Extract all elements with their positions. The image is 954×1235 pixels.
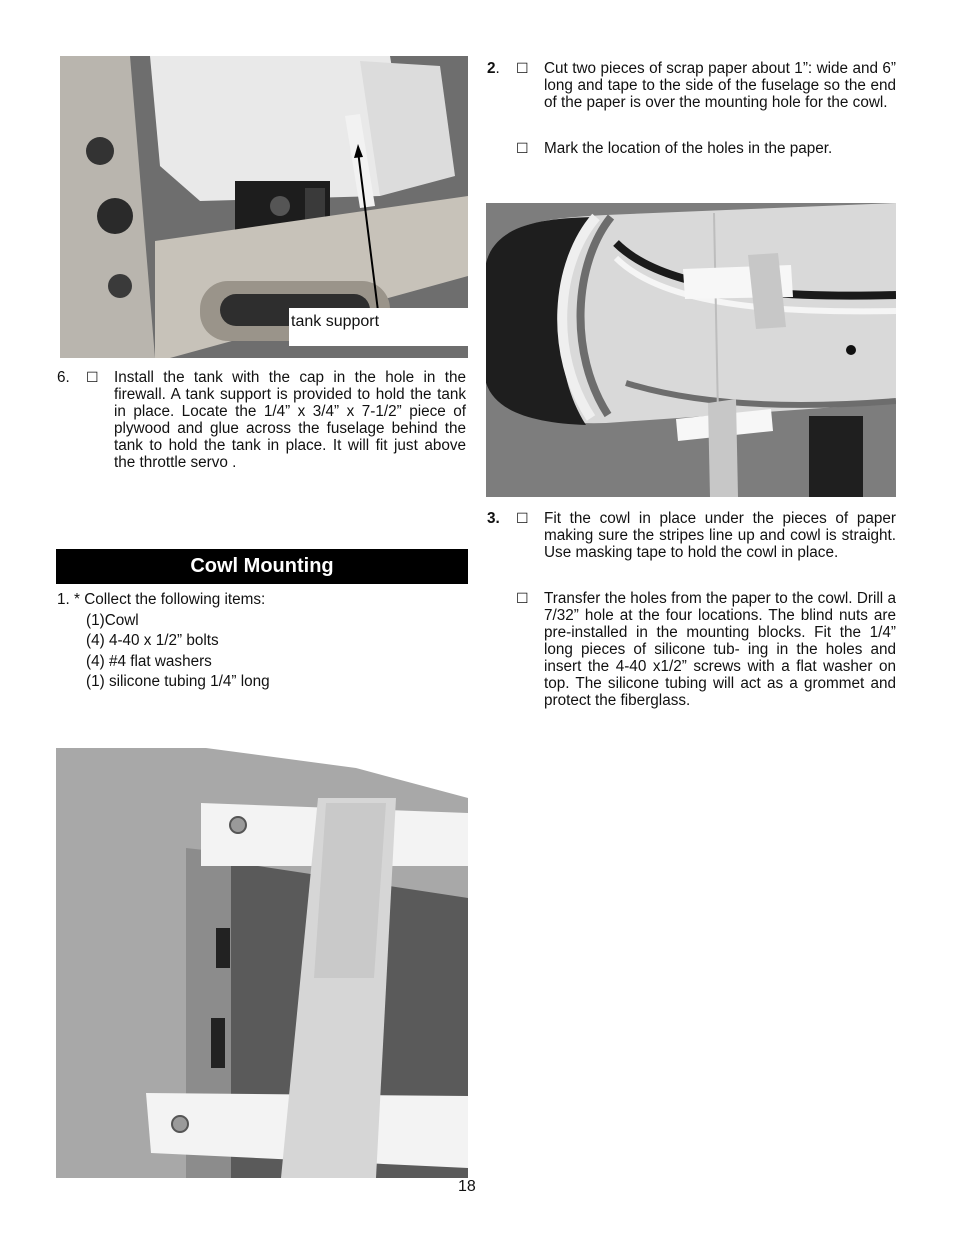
page-number: 18 <box>458 1178 476 1195</box>
step-6 <box>57 369 466 471</box>
section-title: Cowl Mounting <box>56 549 468 584</box>
checkbox-icon: ☐ <box>516 60 529 76</box>
step-6-text: Install the tank with the cap in the hole in the firewall. A tank support is provided to hold the tank in place. Locate the 1/4” x 3/4” x 7-1/2” piece of plywood and glue across the fuselage behind the tank to hold the tank in place. It will fit just above the throttle servo . <box>114 369 466 471</box>
step-2-sub <box>487 140 896 157</box>
step-2-text: Cut two pieces of scrap paper about 1”: wide and 6” long and tape to the side of the fuselage so the end of the paper is over the mounting hole for the cowl. <box>544 60 896 111</box>
step-6-number: 6. <box>57 369 70 386</box>
step-2-number-dot: . <box>495 60 500 77</box>
step-3-sub-text: Transfer the holes from the paper to the cowl. Drill a 7/32” hole at the four locations. The blind nuts are pre-installed in the mounting blocks. Fit the 1/4” long pieces of silicone tub- ing in the holes and insert the 4-40 x1/2” screws with a flat washer on top. The silicone tubing will act as a grommet and protect the fiberglass. <box>544 590 896 709</box>
tank-photo <box>60 56 468 358</box>
list-item: (4) #4 flat washers <box>86 652 212 670</box>
step-3 <box>487 510 896 561</box>
step-3-number: 3. <box>487 510 500 527</box>
step-2-sub-text: Mark the location of the holes in the paper. <box>544 140 833 157</box>
cowl-fuselage-photo-illustration <box>486 203 896 497</box>
list-item: (1) silicone tubing 1/4” long <box>86 673 270 690</box>
cowl-fuselage-photo <box>486 203 896 497</box>
step-2 <box>487 60 896 111</box>
tank-support-callout: tank support <box>289 308 468 346</box>
checkbox-icon: ☐ <box>516 140 529 156</box>
checkbox-icon: ☐ <box>516 590 529 606</box>
paper-tape-photo <box>56 748 468 1178</box>
step-1-list <box>57 590 270 693</box>
list-item: (1)Cowl <box>86 611 139 629</box>
step-3-text: Fit the cowl in place under the pieces of paper making sure the stripes line up and cowl is straight. Use masking tape to hold the cowl in place. <box>544 510 896 561</box>
step-2-number-value: 2 <box>487 60 496 77</box>
step-3-sub <box>487 590 896 709</box>
list-item: (4) 4-40 x 1/2” bolts <box>86 632 219 649</box>
checkbox-icon: ☐ <box>516 510 529 526</box>
step-2-number <box>487 60 500 77</box>
checkbox-icon: ☐ <box>86 369 99 385</box>
step-1-intro: 1. * Collect the following items: <box>57 591 266 608</box>
paper-tape-photo-illustration <box>56 748 468 1178</box>
